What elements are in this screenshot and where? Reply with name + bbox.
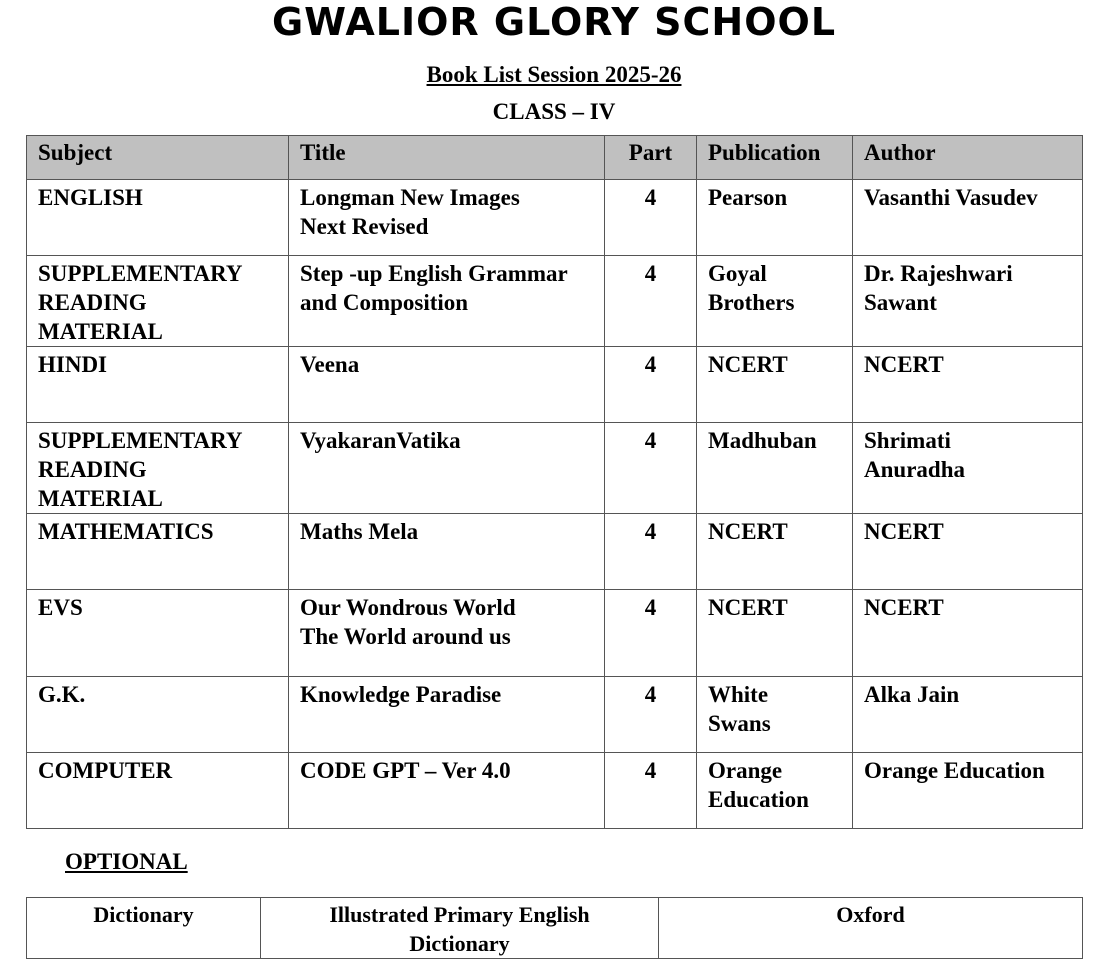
cell-part-line: 4	[644, 261, 657, 286]
cell-part-line: 4	[644, 352, 657, 377]
cell-publication-line: Pearson	[708, 185, 788, 210]
cell-subject	[27, 423, 289, 514]
cell-publication	[697, 180, 853, 256]
cell-author	[853, 256, 1083, 347]
cell-subject	[27, 514, 289, 590]
table-row	[27, 423, 1083, 514]
cell-title-line: Veena	[300, 352, 360, 377]
cell-publication	[697, 753, 853, 829]
cell-subject-line: MATHEMATICS	[38, 519, 214, 544]
optional-title-line: Dictionary	[409, 931, 510, 956]
table-header-row	[27, 136, 1083, 180]
cell-title	[289, 677, 605, 753]
cell-title	[289, 753, 605, 829]
header-author: Author	[853, 136, 1083, 180]
cell-author-line: Orange Education	[864, 758, 1045, 783]
school-name: GWALIOR GLORY SCHOOL	[271, 0, 837, 44]
cell-part-line: 4	[644, 595, 657, 620]
cell-title	[289, 256, 605, 347]
cell-part	[605, 677, 697, 753]
table-row	[27, 677, 1083, 753]
header-title: Title	[289, 136, 605, 180]
header-subject: Subject	[27, 136, 289, 180]
cell-subject-line: SUPPLEMENTARY	[38, 428, 243, 453]
cell-subject	[27, 347, 289, 423]
cell-title	[289, 180, 605, 256]
cell-subject-line: MATERIAL	[38, 319, 163, 344]
cell-part	[605, 590, 697, 677]
cell-author	[853, 753, 1083, 829]
cell-part-line: 4	[644, 758, 657, 783]
cell-title-line: CODE GPT – Ver 4.0	[300, 758, 511, 783]
cell-publication-line: Swans	[708, 711, 771, 736]
cell-subject	[27, 180, 289, 256]
cell-part-line: 4	[644, 519, 657, 544]
cell-author-line: NCERT	[864, 595, 944, 620]
optional-title-line: Illustrated Primary English	[329, 902, 590, 927]
optional-subject-line: Dictionary	[93, 902, 194, 927]
cell-subject-line: HINDI	[38, 352, 108, 377]
cell-part	[605, 256, 697, 347]
session-title: Book List Session 2025-26	[426, 62, 682, 87]
cell-author-line: Vasanthi Vasudev	[864, 185, 1038, 210]
cell-subject-line: MATERIAL	[38, 486, 163, 511]
cell-part-line: 4	[644, 185, 657, 210]
cell-author	[853, 423, 1083, 514]
optional-row	[27, 898, 1083, 959]
cell-publication-line: NCERT	[708, 519, 788, 544]
cell-title-line: VyakaranVatika	[300, 428, 461, 453]
cell-author-line: Alka Jain	[864, 682, 960, 707]
cell-part	[605, 753, 697, 829]
cell-subject	[27, 256, 289, 347]
table-row	[27, 256, 1083, 347]
table-row	[27, 753, 1083, 829]
cell-publication	[697, 514, 853, 590]
cell-title-line: Step -up English Grammar	[300, 261, 568, 286]
optional-subject	[27, 898, 261, 959]
cell-author-line: Dr. Rajeshwari	[864, 261, 1013, 286]
cell-title-line: Our Wondrous World	[300, 595, 516, 620]
cell-publication-line: NCERT	[708, 595, 788, 620]
cell-subject-line: COMPUTER	[38, 758, 173, 783]
cell-author	[853, 514, 1083, 590]
cell-title-line: Maths Mela	[300, 519, 419, 544]
table-row	[27, 590, 1083, 677]
class-title: CLASS – IV	[492, 99, 616, 124]
optional-heading: OPTIONAL	[65, 849, 188, 874]
cell-subject	[27, 590, 289, 677]
table-row	[27, 180, 1083, 256]
cell-subject-line: READING	[38, 457, 147, 482]
cell-author	[853, 180, 1083, 256]
cell-publication-line: NCERT	[708, 352, 788, 377]
book-list-table	[26, 135, 1083, 829]
cell-author	[853, 590, 1083, 677]
header-publication: Publication	[697, 136, 853, 180]
cell-subject	[27, 753, 289, 829]
cell-title-line: Longman New Images	[300, 185, 520, 210]
cell-title-line: The World around us	[300, 624, 511, 649]
cell-subject-line: SUPPLEMENTARY	[38, 261, 243, 286]
cell-part-line: 4	[644, 682, 657, 707]
cell-publication	[697, 677, 853, 753]
cell-publication-line: Orange	[708, 758, 783, 783]
cell-part	[605, 514, 697, 590]
cell-publication-line: Education	[708, 787, 809, 812]
cell-author-line: NCERT	[864, 519, 944, 544]
table-row	[27, 514, 1083, 590]
cell-title	[289, 347, 605, 423]
cell-publication-line: White	[708, 682, 769, 707]
cell-title	[289, 590, 605, 677]
cell-part	[605, 347, 697, 423]
cell-author	[853, 347, 1083, 423]
cell-author-line: NCERT	[864, 352, 944, 377]
cell-subject-line: ENGLISH	[38, 185, 143, 210]
cell-title-line: Knowledge Paradise	[300, 682, 502, 707]
cell-subject	[27, 677, 289, 753]
optional-table	[26, 897, 1083, 959]
cell-subject-line: EVS	[38, 595, 83, 620]
cell-publication	[697, 423, 853, 514]
cell-title-line: Next Revised	[300, 214, 429, 239]
cell-publication	[697, 347, 853, 423]
cell-part	[605, 423, 697, 514]
cell-part-line: 4	[644, 428, 657, 453]
optional-title	[261, 898, 659, 959]
cell-subject-line: G.K.	[38, 682, 86, 707]
cell-author-line: Shrimati	[864, 428, 951, 453]
cell-publication-line: Brothers	[708, 290, 795, 315]
cell-title	[289, 423, 605, 514]
cell-publication	[697, 590, 853, 677]
table-row	[27, 347, 1083, 423]
cell-publication-line: Goyal	[708, 261, 767, 286]
cell-subject-line: READING	[38, 290, 147, 315]
optional-publication	[659, 898, 1083, 959]
cell-title	[289, 514, 605, 590]
cell-title-line: and Composition	[300, 290, 469, 315]
cell-author-line: Sawant	[864, 290, 937, 315]
optional-publication-line: Oxford	[836, 902, 905, 927]
cell-author	[853, 677, 1083, 753]
cell-part	[605, 180, 697, 256]
header-part: Part	[605, 136, 697, 180]
cell-publication-line: Madhuban	[708, 428, 817, 453]
cell-author-line: Anuradha	[864, 457, 965, 482]
cell-publication	[697, 256, 853, 347]
